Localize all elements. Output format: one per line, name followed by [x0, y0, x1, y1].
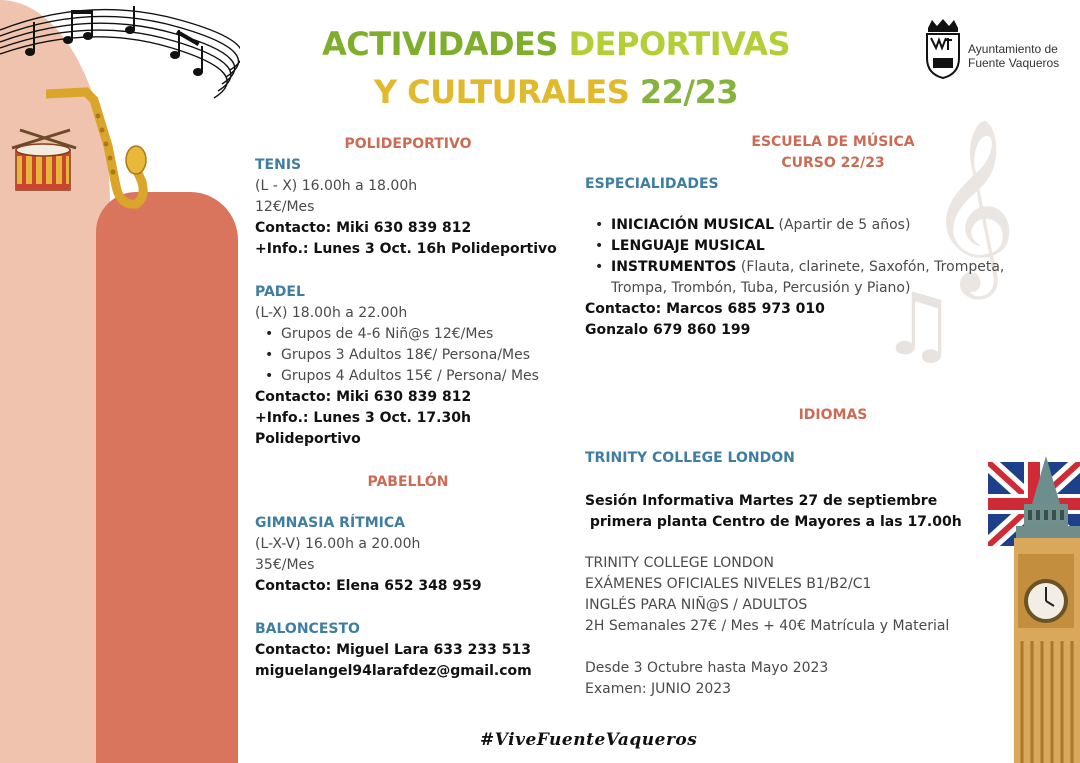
- tenis-info: +Info.: Lunes 3 Oct. 16h Polideportivo: [255, 241, 557, 257]
- subheading-especialidades: ESPECIALIDADES: [585, 176, 719, 192]
- list-item: [585, 215, 1065, 236]
- logo-text-line: Ayuntamiento de: [968, 42, 1058, 56]
- item-name: INSTRUMENTOS: [611, 259, 737, 275]
- tenis-schedule: (L - X) 16.00h a 18.00h: [255, 178, 418, 194]
- decorative-terracotta-shape: [96, 192, 238, 763]
- subheading-trinity: TRINITY COLLEGE LONDON: [585, 450, 795, 466]
- musica-contact-2: Gonzalo 679 860 199: [585, 322, 751, 338]
- title-word: Y CULTURALES: [373, 73, 630, 111]
- list-item: • Grupos de 4-6 Niñ@s 12€/Mes: [255, 324, 575, 345]
- subheading-tenis: TENIS: [255, 157, 302, 173]
- section-heading-curso: CURSO 22/23: [781, 155, 885, 171]
- list-item: • Grupos 4 Adultos 15€ / Persona/ Mes: [255, 366, 575, 387]
- item-detail: (Flauta, clarinete, Saxofón, Trompeta, Trompa, Trombón, Tuba, Percusión y Piano): [611, 259, 1005, 296]
- item-name: LENGUAJE MUSICAL: [611, 238, 765, 254]
- musica-contact-1: Contacto: Marcos 685 973 010: [585, 301, 825, 317]
- idiomas-detail-line: EXÁMENES OFICIALES NIVELES B1/B2/C1: [585, 576, 872, 592]
- main-title-line-1: [256, 24, 856, 64]
- title-word: ACTIVIDADES: [321, 25, 558, 63]
- title-word: DEPORTIVAS: [568, 25, 790, 63]
- coat-of-arms-icon: [922, 18, 964, 80]
- left-column: [255, 134, 575, 682]
- item-detail: (Apartir de 5 años): [774, 217, 911, 233]
- saxophone-icon: [46, 86, 150, 216]
- logo-text-line: Fuente Vaqueros: [968, 56, 1060, 70]
- list-item: [585, 236, 1065, 257]
- idiomas-session-line-2: primera planta Centro de Mayores a las 17.00h: [585, 514, 962, 530]
- idiomas-detail-line: INGLÉS PARA NIÑ@S / ADULTOS: [585, 597, 808, 613]
- list-item: [585, 257, 1055, 299]
- section-heading-idiomas: IDIOMAS: [798, 407, 868, 423]
- gimnasia-contact: Contacto: Elena 652 348 959: [255, 578, 482, 594]
- padel-info: +Info.: Lunes 3 Oct. 17.30h Polideportivo: [255, 410, 471, 447]
- idiomas-details: [585, 553, 1065, 637]
- idiomas-session-line-1: Sesión Informativa Martes 27 de septiembre: [585, 493, 938, 509]
- baloncesto-email: miguelangel94larafdez@gmail.com: [255, 663, 532, 679]
- idiomas-dates: Desde 3 Octubre hasta Mayo 2023: [585, 660, 829, 676]
- title-word: 22/23: [639, 73, 739, 111]
- section-heading-musica: ESCUELA DE MÚSICA: [751, 134, 915, 150]
- subheading-baloncesto: BALONCESTO: [255, 621, 360, 637]
- gimnasia-schedule: (L-X-V) 16.00h a 20.00h: [255, 536, 421, 552]
- idiomas-exam-date: Examen: JUNIO 2023: [585, 681, 732, 697]
- item-name: INICIACIÓN MUSICAL: [611, 217, 775, 233]
- tenis-contact: Contacto: Miki 630 839 812: [255, 220, 472, 236]
- subheading-padel: PADEL: [255, 284, 305, 300]
- idiomas-detail-line: 2H Semanales 27€ / Mes + 40€ Matrícula y Material: [585, 618, 950, 634]
- tenis-price: 12€/Mes: [255, 199, 315, 215]
- treble-clef-icon: 𝄞: [928, 118, 1017, 292]
- padel-contact: Contacto: Miki 630 839 812: [255, 389, 472, 405]
- baloncesto-contact: Contacto: Miguel Lara 633 233 513: [255, 642, 531, 658]
- right-column: [585, 118, 1065, 700]
- gimnasia-price: 35€/Mes: [255, 557, 315, 573]
- town-hall-name: [968, 42, 1059, 70]
- idiomas-detail-line: TRINITY COLLEGE LONDON: [585, 555, 775, 571]
- main-title-line-2: [256, 72, 856, 112]
- list-item: • Grupos 3 Adultos 18€/ Persona/Mes: [255, 345, 575, 366]
- padel-schedule: (L-X) 18.00h a 22.00h: [255, 305, 408, 321]
- eighth-notes-icon: ♫: [880, 275, 958, 375]
- section-heading-polideportivo: POLIDEPORTIVO: [344, 136, 472, 152]
- big-ben-icon: [1012, 456, 1080, 763]
- section-heading-pabellon: PABELLÓN: [367, 474, 449, 490]
- especialidades-list: [585, 215, 1065, 299]
- padel-groups-list: [255, 324, 575, 387]
- hashtag-footer: #ViveFuenteVaqueros: [480, 730, 698, 750]
- subheading-gimnasia: GIMNASIA RÍTMICA: [255, 515, 405, 531]
